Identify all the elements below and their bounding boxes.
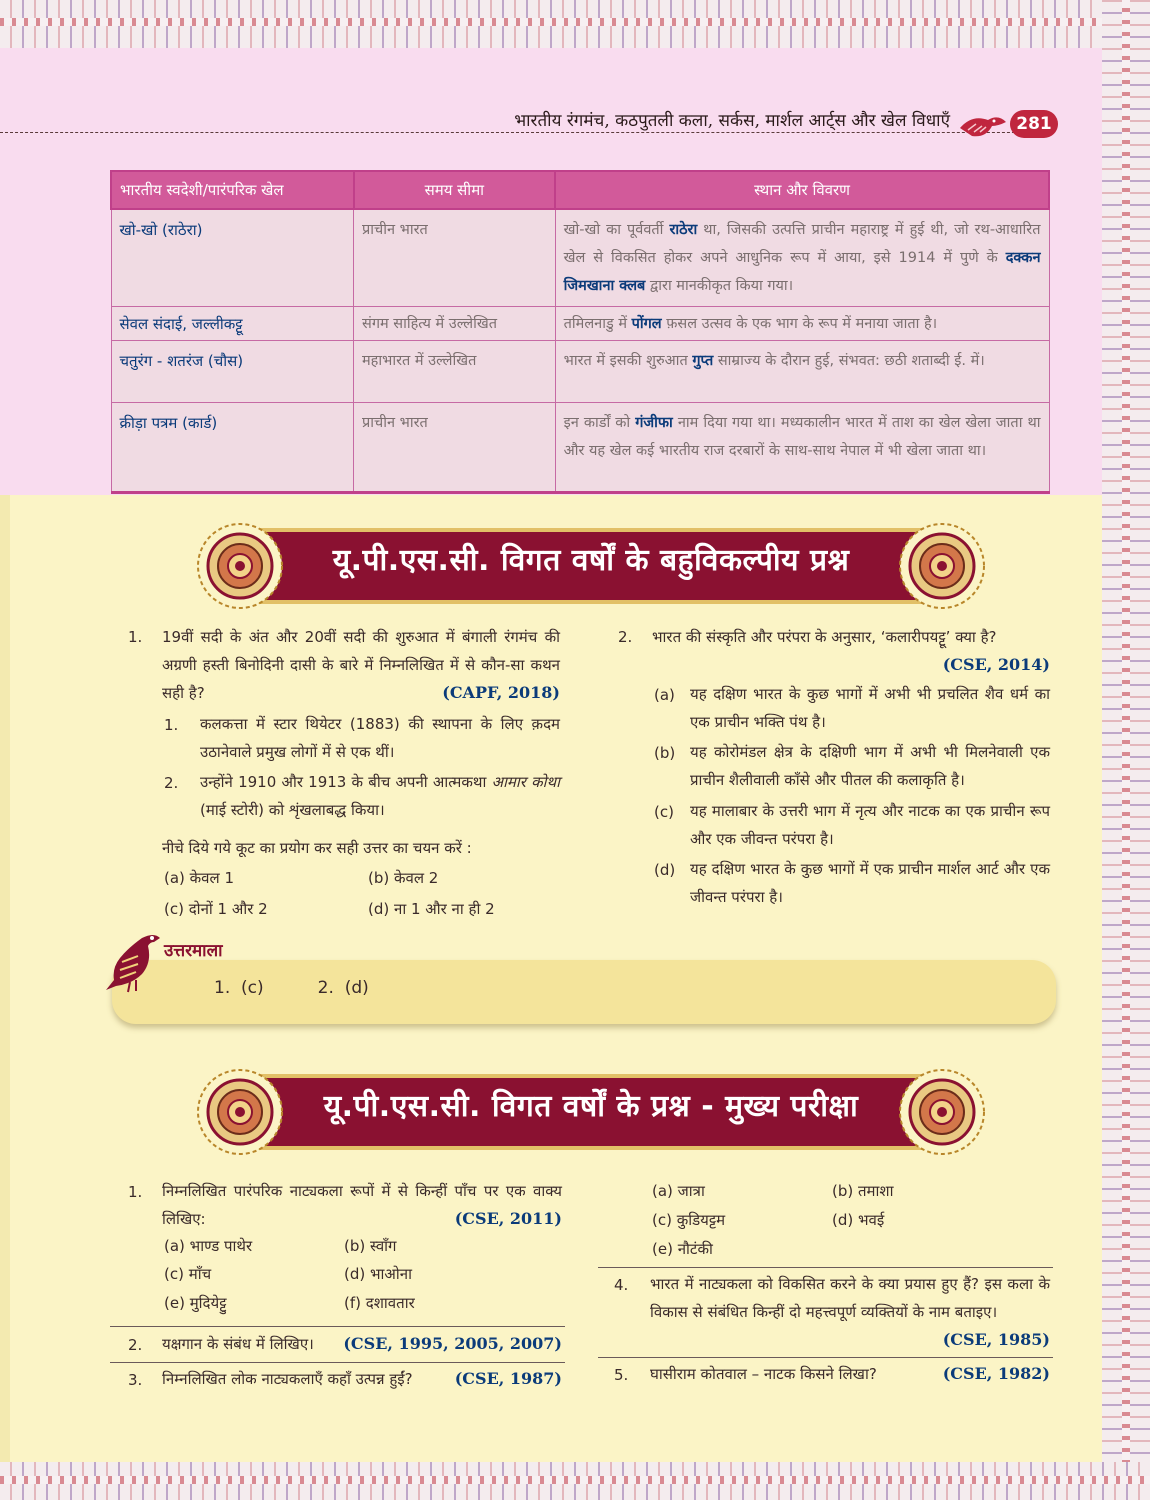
decorative-border-bottom xyxy=(0,1462,1150,1500)
mandala-icon xyxy=(196,522,284,610)
column-header: समय सीमा xyxy=(354,171,556,209)
instruction-text: नीचे दिये गये कूट का प्रयोग कर सही उत्तर का चयन करें : xyxy=(162,839,472,857)
description-cell: खो-खो का पूर्ववर्ती राठेरा था, जिसकी उत्पत्ति प्राचीन महाराष्ट्र में हुई थी, जो रथ-आधारित खेल से विकसित होकर अपने आधुनिक रूप में आया, इसे 1914 में पुणे के दक्कन जिमखाना क्लब द्वारा मानकीकृत किया गया। xyxy=(555,209,1049,307)
period-cell: महाभारत में उल्लेखित xyxy=(354,341,556,403)
option-b: यह कोरोमंडल क्षेत्र के दक्षिणी भाग में अभी भी मिलनेवाली एक प्राचीन शैलीवाली काँसे और पीतल की कलाकृति है। xyxy=(690,743,1050,789)
option-label: (c) xyxy=(654,803,674,821)
question-number: 1. xyxy=(128,628,143,646)
question-text: घासीराम कोतवाल – नाटक किसने लिखा? (CSE, 1982) xyxy=(650,1360,1050,1388)
question-source: (CSE, 2014) xyxy=(942,655,1050,674)
option-e: (e) नौटंकी xyxy=(652,1240,713,1258)
table-row xyxy=(111,403,1049,493)
question-number: 4. xyxy=(614,1276,629,1294)
section-title: यू.पी.एस.सी. विगत वर्षों के बहुविकल्पीय प्रश्न xyxy=(332,543,850,578)
option-label: (a) xyxy=(654,686,675,704)
header-rule xyxy=(0,132,1040,133)
option-c: (c) कुडियट्टम xyxy=(652,1211,726,1229)
option-f: (f) दशावतार xyxy=(344,1294,415,1312)
question-number: 2. xyxy=(618,628,633,646)
question-number: 3. xyxy=(128,1371,143,1389)
option-c: (c) दोनों 1 और 2 xyxy=(164,900,268,918)
column-header: स्थान और विवरण xyxy=(555,171,1049,209)
column-header: भारतीय स्वदेशी/पारंपरिक खेल xyxy=(111,171,354,209)
table-header-row xyxy=(111,171,1049,209)
game-cell: सेवल संदाई, जल्लीकट्टू xyxy=(111,307,354,341)
mandala-icon xyxy=(898,522,986,610)
divider xyxy=(110,1326,565,1327)
statement-text: कलकत्ता में स्टार थियेटर (1883) की स्थापना के लिए क़दम उठानेवाले प्रमुख लोगों में से एक थीं। xyxy=(200,715,560,761)
option-b: (b) स्वाँग xyxy=(344,1237,397,1255)
option-b: (b) केवल 2 xyxy=(368,869,439,887)
option-a: (a) भाण्ड पाथेर xyxy=(164,1237,253,1255)
option-c: यह मालाबार के उत्तरी भाग में नृत्य और नाटक का एक प्राचीन रूप और एक जीवन्त परंपरा है। xyxy=(690,802,1050,848)
question-number: 5. xyxy=(614,1366,629,1384)
running-header xyxy=(0,104,1100,138)
traditional-games-table xyxy=(110,170,1050,494)
option-d: यह दक्षिण भारत के कुछ भागों में एक प्राचीन मार्शल आर्ट और एक जीवन्त परंपरा है। xyxy=(690,860,1050,906)
bird-icon xyxy=(102,928,164,994)
question-number: 1. xyxy=(128,1183,143,1201)
question-source: (CSE, 1982) xyxy=(942,1364,1050,1383)
question-source: (CSE, 2011) xyxy=(454,1209,562,1228)
answer-key-label: उत्तरमाला xyxy=(164,941,223,961)
question-text: भारत की संस्कृति और परंपरा के अनुसार, ‘कलारीपयट्टू’ क्या है? (CSE, 2014) xyxy=(652,623,1050,679)
game-cell: चतुरंग - शतरंज (चौस) xyxy=(111,341,354,403)
decorative-border-right xyxy=(1102,0,1150,1500)
description-cell: भारत में इसकी शुरुआत गुप्त साम्राज्य के दौरान हुई, संभवत: छठी शताब्दी ई. में। xyxy=(555,341,1049,403)
divider xyxy=(110,1362,565,1363)
mandala-icon xyxy=(196,1068,284,1156)
option-a: (a) जात्रा xyxy=(652,1182,705,1200)
description-cell: इन कार्डों को गंजीफा नाम दिया गया था। मध्यकालीन भारत में ताश का खेल खेला जाता था और यह खेल कई भारतीय राज दरबारों के साथ-साथ नेपाल में भी खेला जाता था। xyxy=(555,403,1049,493)
table-row xyxy=(111,341,1049,403)
question-number: 2. xyxy=(128,1336,143,1354)
option-b: (b) तमाशा xyxy=(832,1182,894,1200)
question-text: 19वीं सदी के अंत और 20वीं सदी की शुरुआत में बंगाली रंगमंच की अग्रणी हस्ती बिनोदिनी दासी के बारे में निम्नलिखित में से कौन-सा कथन सही है? (CAPF, 2018) xyxy=(162,623,560,707)
option-d: (d) ना 1 और ना ही 2 xyxy=(368,900,495,918)
bird-ornament-icon xyxy=(958,110,1008,142)
game-cell: क्रीड़ा पत्रम (कार्ड) xyxy=(111,403,354,493)
option-d: (d) भाओना xyxy=(344,1265,412,1283)
period-cell: प्राचीन भारत xyxy=(354,403,556,493)
table-row xyxy=(111,209,1049,307)
option-a: यह दक्षिण भारत के कुछ भागों में अभी भी प्रचलित शैव धर्म का एक प्राचीन भक्ति पंथ है। xyxy=(690,685,1050,731)
section-title: यू.पी.एस.सी. विगत वर्षों के प्रश्न - मुख्य परीक्षा xyxy=(323,1089,859,1124)
option-c: (c) माँच xyxy=(164,1265,212,1283)
divider xyxy=(598,1267,1053,1268)
mcq-section-banner xyxy=(196,522,986,610)
mandala-icon xyxy=(898,1068,986,1156)
option-label: (d) xyxy=(654,861,676,879)
running-title: भारतीय रंगमंच, कठपुतली कला, सर्कस, मार्शल आर्ट्स और खेल विधाएँ xyxy=(514,111,950,131)
table-row xyxy=(111,307,1049,341)
option-e: (e) मुदियेट्टु xyxy=(164,1294,227,1312)
statement-number: 2. xyxy=(164,774,179,792)
decorative-border-top xyxy=(0,0,1150,48)
question-text: भारत में नाट्यकला को विकसित करने के क्या प्रयास हुए हैं? इस कला के विकास से संबंधित किन्हीं दो महत्त्वपूर्ण व्यक्तियों के नाम बताइए। (CSE, 1985) xyxy=(650,1270,1050,1354)
answer-key-text: 1. (c) 2. (d) xyxy=(214,978,369,998)
question-source: (CAPF, 2018) xyxy=(442,683,560,702)
divider xyxy=(598,1357,1053,1358)
question-text: यक्षगान के संबंध में लिखिए। (CSE, 1995, 2005, 2007) xyxy=(162,1330,562,1358)
question-text: निम्नलिखित पारंपरिक नाट्यकला रूपों में से किन्हीं पाँच पर एक वाक्य लिखिए: (CSE, 2011) xyxy=(162,1177,562,1233)
period-cell: प्राचीन भारत xyxy=(354,209,556,307)
statement-number: 1. xyxy=(164,716,179,734)
game-cell: खो-खो (राठेरा) xyxy=(111,209,354,307)
question-source: (CSE, 1987) xyxy=(454,1369,562,1388)
period-cell: संगम साहित्य में उल्लेखित xyxy=(354,307,556,341)
statement-text: उन्होंने 1910 और 1913 के बीच अपनी आत्मकथा आमार कोथा (माई स्टोरी) को शृंखलाबद्ध किया। xyxy=(200,773,560,819)
question-text: निम्नलिखित लोक नाट्यकलाएँ कहाँ उत्पन्न हुईं? (CSE, 1987) xyxy=(162,1365,562,1393)
description-cell: तमिलनाडु में पोंगल फ़सल उत्सव के एक भाग के रूप में मनाया जाता है। xyxy=(555,307,1049,341)
mains-section-banner xyxy=(196,1068,986,1156)
option-d: (d) भवई xyxy=(832,1211,885,1229)
question-source: (CSE, 1985) xyxy=(942,1330,1050,1349)
option-a: (a) केवल 1 xyxy=(164,869,235,887)
question-source: (CSE, 1995, 2005, 2007) xyxy=(343,1334,562,1353)
option-label: (b) xyxy=(654,744,676,762)
page-number: 281 xyxy=(1010,110,1058,138)
